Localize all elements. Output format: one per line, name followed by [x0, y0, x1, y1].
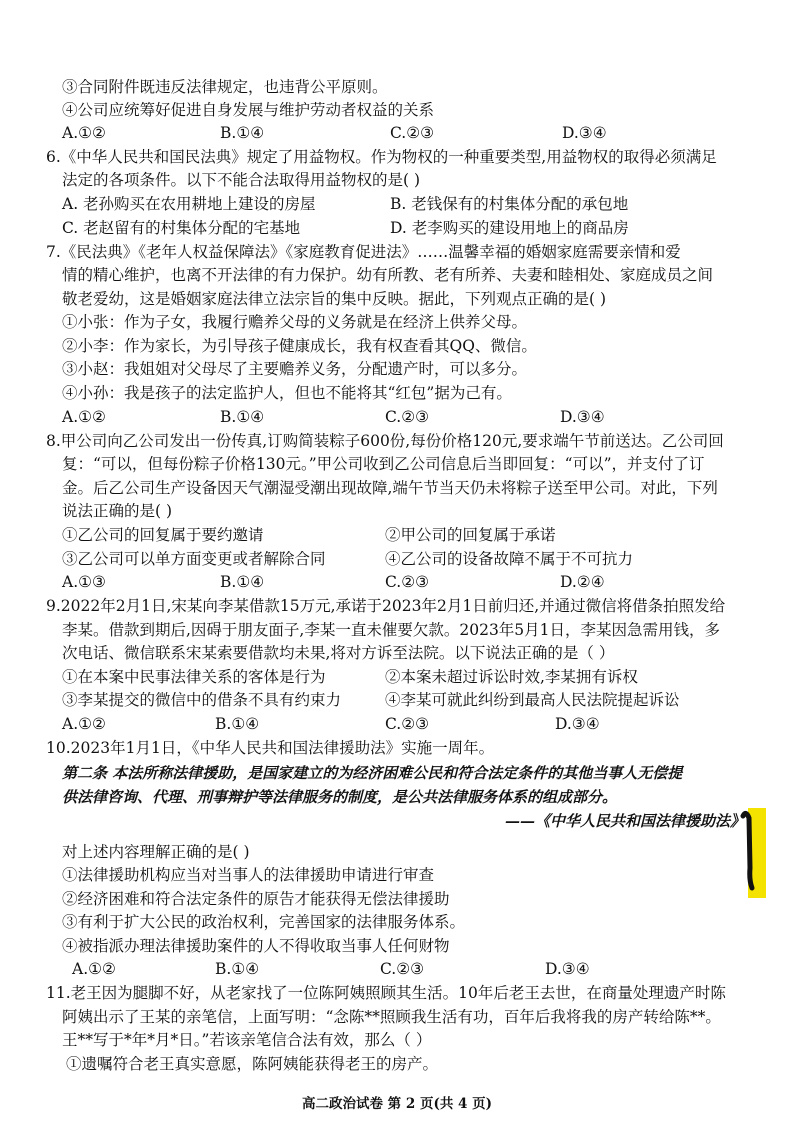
- yellow-scan-mark: [740, 808, 766, 898]
- q10-quote-line-1: 第二条 本法所称法律援助，是国家建立的为经济困难公民和符合法定条件的其他当事人无偿提: [62, 764, 683, 782]
- q9-stem-line-1: 9.2022年2月1日,宋某向李某借款15万元,承诺于2023年2月1日前归还,并通过微信将借条拍照发给: [46, 597, 726, 615]
- q10-quote-line-2: 供法律咨询、代理、刑事辩护等法律服务的制度，是公共法律服务体系的组成部分。: [62, 788, 618, 806]
- q7-item-2: ②小李：作为家长，为引导孩子健康成长，我有权查看其QQ、微信。: [62, 337, 537, 355]
- q10-item-2: ②经济困难和符合法定条件的原告才能获得无偿法律援助: [62, 890, 450, 908]
- q6-choice-d: D. 老李购买的建设用地上的商品房: [390, 219, 629, 237]
- q7-stem-line-1: 7.《民法典》《老年人权益保障法》《家庭教育促进法》……温馨幸福的婚姻家庭需要亲情和爱: [46, 243, 681, 261]
- q11-stem-line-1: 11.老王因为腿脚不好，从老家找了一位陈阿姨照顾其生活。10年后老王去世，在商量处理遗产时陈: [46, 984, 726, 1002]
- q7-stem-line-2: 情的精心维护，也离不开法律的有力保护。幼有所教、老有所养、夫妻和睦相处、家庭成员之间: [62, 266, 714, 284]
- prev-option-b: B.①④: [220, 124, 265, 142]
- q10-item-1: ①法律援助机构应当对当事人的法律援助申请进行审查: [62, 866, 435, 884]
- q10-option-d: D.③④: [545, 960, 590, 978]
- q7-item-3: ③小赵：我姐姐对父母尽了主要赡养义务，分配遗产时，可以多分。: [62, 360, 528, 378]
- q7-option-c: C.②③: [385, 408, 430, 426]
- q9-option-a: A.①②: [62, 715, 106, 733]
- q7-stem-line-3: 敬老爱幼，这是婚姻家庭法律立法宗旨的集中反映。据此，下列观点正确的是( ): [62, 290, 607, 308]
- q8-option-b: B.①④: [220, 573, 265, 591]
- q10-item-3: ③有利于扩大公民的政治权利，完善国家的法律服务体系。: [62, 913, 466, 931]
- q8-stem-line-2: 复：“可以，但每份粽子价格130元。”甲公司收到乙公司信息后当即回复：“可以”，并支付了订: [62, 455, 705, 473]
- q9-item-2: ②本案未超过诉讼时效,李某拥有诉权: [385, 668, 638, 686]
- q9-item-4: ④李某可就此纠纷到最高人民法院提起诉讼: [385, 691, 680, 709]
- q10-item-4: ④被指派办理法律援助案件的人不得收取当事人任何财物: [62, 937, 450, 955]
- q8-item-1: ①乙公司的回复属于要约邀请: [62, 526, 264, 544]
- page-footer: 高二政治试卷 第 2 页(共 4 页): [301, 1096, 493, 1112]
- q9-stem-line-3: 次电话、微信联系宋某索要借款均未果,将对方诉至法院。以下说法正确的是（ ）: [62, 644, 615, 662]
- q10-ask: 对上述内容理解正确的是( ): [62, 843, 250, 861]
- q9-option-d: D.③④: [555, 715, 600, 733]
- q7-option-b: B.①④: [220, 408, 265, 426]
- q8-stem-line-3: 金。后乙公司生产设备因天气潮湿受潮出现故障,端午节当天仍未将粽子送至甲公司。对此，下列: [62, 479, 718, 497]
- q8-stem-line-1: 8.甲公司向乙公司发出一份传真,订购简装粽子600份,每份价格120元,要求端午节前送达。乙公司回: [46, 432, 724, 450]
- prev-item-4: ④公司应统筹好促进自身发展与维护劳动者权益的关系: [62, 101, 435, 119]
- q7-item-4: ④小孙：我是孩子的法定监护人，但也不能将其“红包”据为己有。: [62, 384, 512, 402]
- q11-stem-line-2: 阿姨出示了王某的亲笔信，上面写明：“念陈**照顾我生活有功，百年后我将我的房产转给陈**。: [62, 1008, 721, 1026]
- q9-item-1: ①在本案中民事法律关系的客体是行为: [62, 668, 326, 686]
- q8-option-a: A.①③: [62, 573, 106, 591]
- q10-option-c: C.②③: [380, 960, 425, 978]
- q11-stem-line-3: 王**写于*年*月*日。”若该亲笔信合法有效，那么（ ）: [62, 1031, 432, 1049]
- q8-option-c: C.②③: [385, 573, 430, 591]
- q9-stem-line-2: 李某。借款到期后,因碍于朋友面子,李某一直未催要欠款。2023年5月1日，李某因急需用钱，多: [62, 621, 721, 639]
- q8-option-d: D.②④: [560, 573, 605, 591]
- q7-item-1: ①小张：作为子女，我履行赡养父母的义务就是在经济上供养父母。: [62, 313, 528, 331]
- prev-option-c: C.②③: [390, 124, 435, 142]
- q8-item-4: ④乙公司的设备故障不属于不可抗力: [385, 550, 634, 568]
- q8-item-3: ③乙公司可以单方面变更或者解除合同: [62, 550, 326, 568]
- q7-option-a: A.①②: [62, 408, 106, 426]
- prev-option-d: D.③④: [562, 124, 607, 142]
- q8-item-2: ②甲公司的回复属于承诺: [385, 526, 556, 544]
- q6-choice-b: B. 老钱保有的村集体分配的承包地: [390, 195, 629, 213]
- q6-stem-line-1: 6.《中华人民共和国民法典》规定了用益物权。作为物权的一种重要类型,用益物权的取得必须满足: [46, 148, 717, 166]
- prev-item-3: ③合同附件既违反法律规定，也违背公平原则。: [62, 78, 388, 96]
- q9-item-3: ③李某提交的微信中的借条不具有约束力: [62, 691, 342, 709]
- q11-item-1: ①遗嘱符合老王真实意愿，陈阿姨能获得老王的房产。: [66, 1055, 439, 1073]
- q6-stem-line-2: 法定的各项条件。以下不能合法取得用益物权的是( ): [62, 171, 421, 189]
- q10-quote-source: ——《中华人民共和国法律援助法》: [505, 812, 746, 830]
- q10-option-a: A.①②: [72, 960, 116, 978]
- q10-stem: 10.2023年1月1日，《中华人民共和国法律援助法》实施一周年。: [46, 739, 495, 757]
- q7-option-d: D.③④: [560, 408, 605, 426]
- prev-option-a: A.①②: [62, 124, 106, 142]
- q6-choice-c: C. 老赵留有的村集体分配的宅基地: [62, 219, 301, 237]
- q10-option-b: B.①④: [215, 960, 260, 978]
- q9-option-b: B.①④: [215, 715, 260, 733]
- q9-option-c: C.②③: [385, 715, 430, 733]
- q6-choice-a: A. 老孙购买在农用耕地上建设的房屋: [62, 195, 316, 213]
- q8-stem-line-4: 说法正确的是( ): [62, 502, 173, 520]
